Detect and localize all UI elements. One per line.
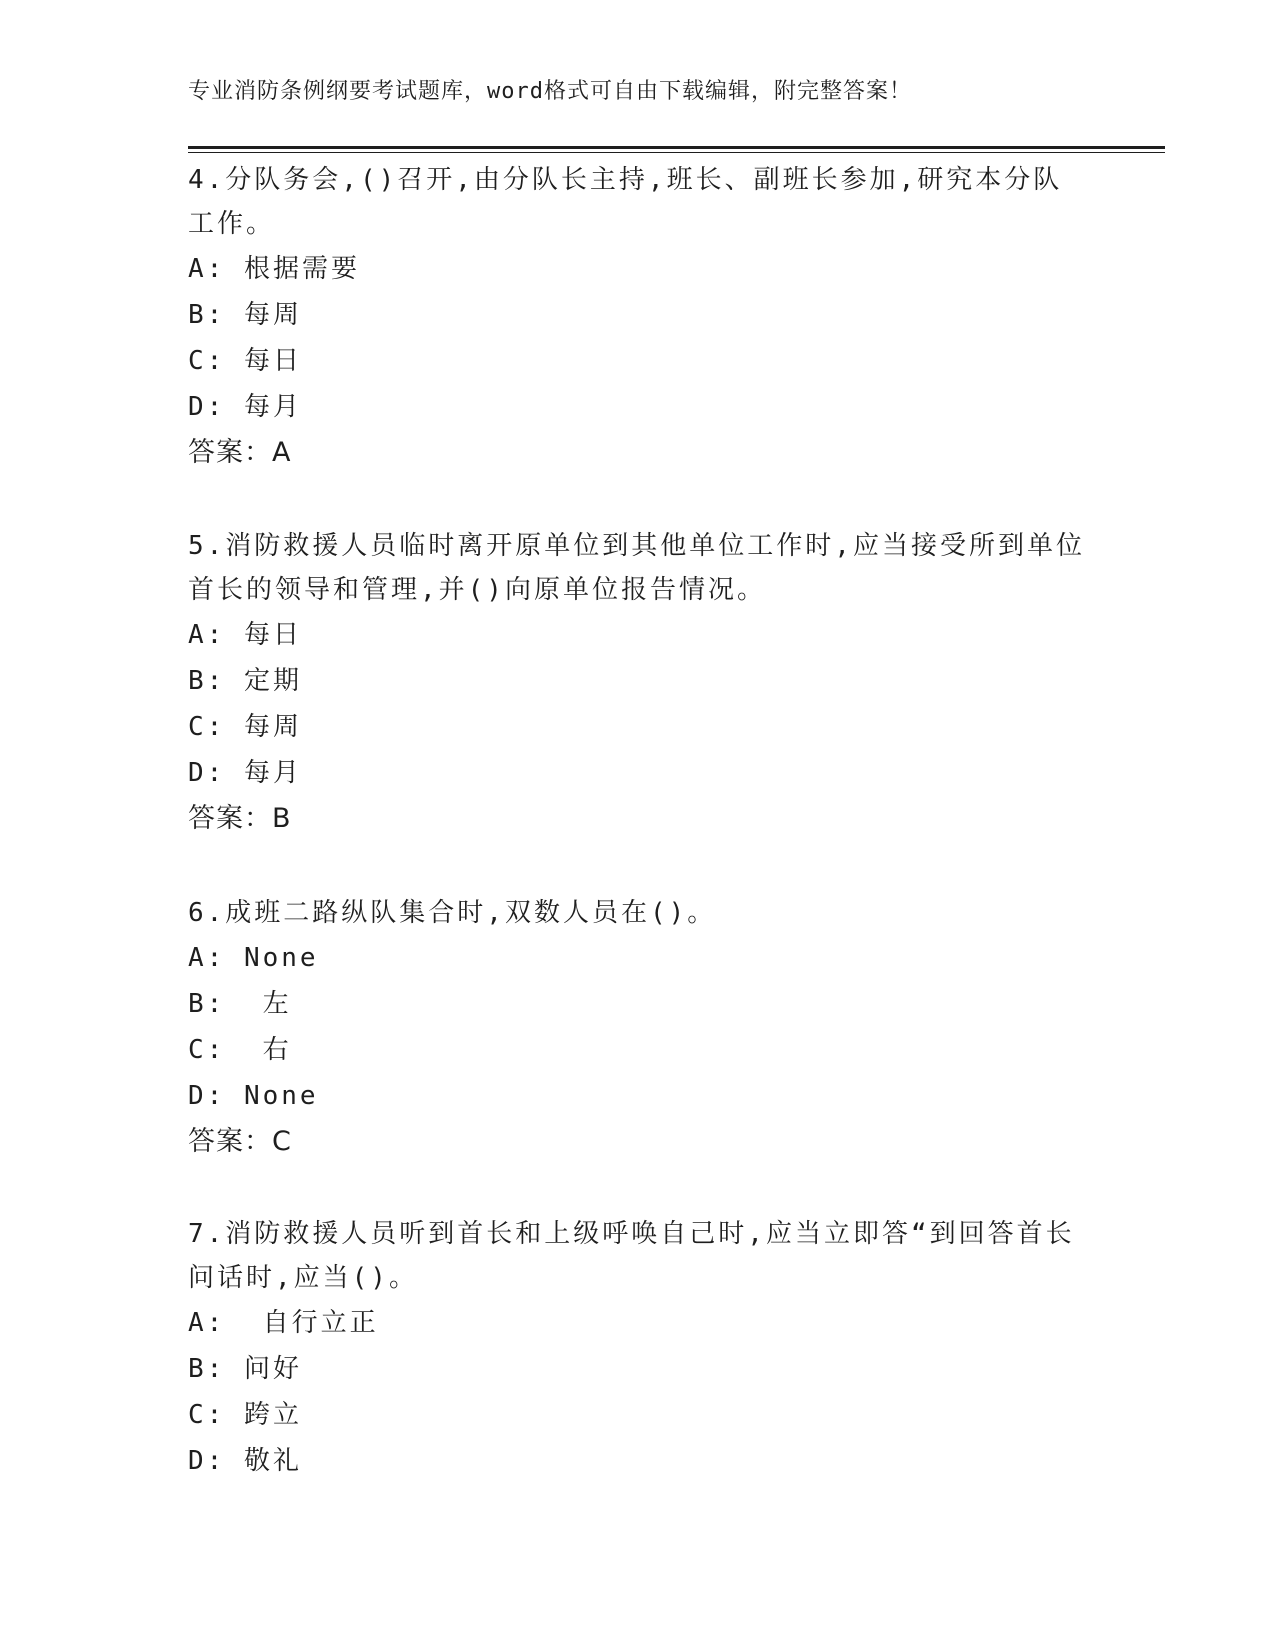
- question-stem: 7.消防救援人员听到首长和上级呼唤自己时,应当立即答“到回答首长问话时,应当()。: [188, 1219, 1075, 1293]
- header-rule-thin: [188, 152, 1165, 153]
- option-b: B: 问好: [188, 1354, 302, 1384]
- option-b: B: 定期: [188, 666, 302, 696]
- question-block: [188, 158, 1088, 476]
- option-a: A: None: [188, 943, 319, 973]
- option-a: A: 每日: [188, 620, 302, 650]
- document-header: 专业消防条例纲要考试题库，word格式可自由下载编辑，附完整答案！: [188, 79, 912, 104]
- option-c: C: 每日: [188, 346, 302, 376]
- option-a: A: 自行立正: [188, 1308, 379, 1338]
- option-c: C: 右: [188, 1035, 292, 1065]
- option-b: B: 每周: [188, 300, 302, 330]
- option-a: A: 根据需要: [188, 254, 360, 284]
- option-b: B: 左: [188, 989, 292, 1019]
- question-stem: 5.消防救援人员临时离开原单位到其他单位工作时,应当接受所到单位首长的领导和管理,并()向原单位报告情况。: [188, 531, 1085, 605]
- header-rule-thick: [188, 146, 1165, 149]
- answer-line: 答案：B: [188, 803, 292, 834]
- option-d: D: 每月: [188, 392, 302, 422]
- answer-line: 答案：A: [188, 437, 292, 468]
- question-block: [188, 1212, 1088, 1484]
- option-c: C: 每周: [188, 712, 302, 742]
- option-d: D: 每月: [188, 758, 302, 788]
- question-stem: 6.成班二路纵队集合时,双数人员在()。: [188, 898, 717, 928]
- option-d: D: None: [188, 1081, 319, 1111]
- question-block: [188, 524, 1088, 842]
- option-c: C: 跨立: [188, 1400, 302, 1430]
- answer-line: 答案：C: [188, 1126, 292, 1157]
- option-d: D: 敬礼: [188, 1446, 302, 1476]
- question-stem: 4.分队务会,()召开,由分队长主持,班长、副班长参加,研究本分队工作。: [188, 165, 1063, 239]
- question-block: [188, 891, 1088, 1165]
